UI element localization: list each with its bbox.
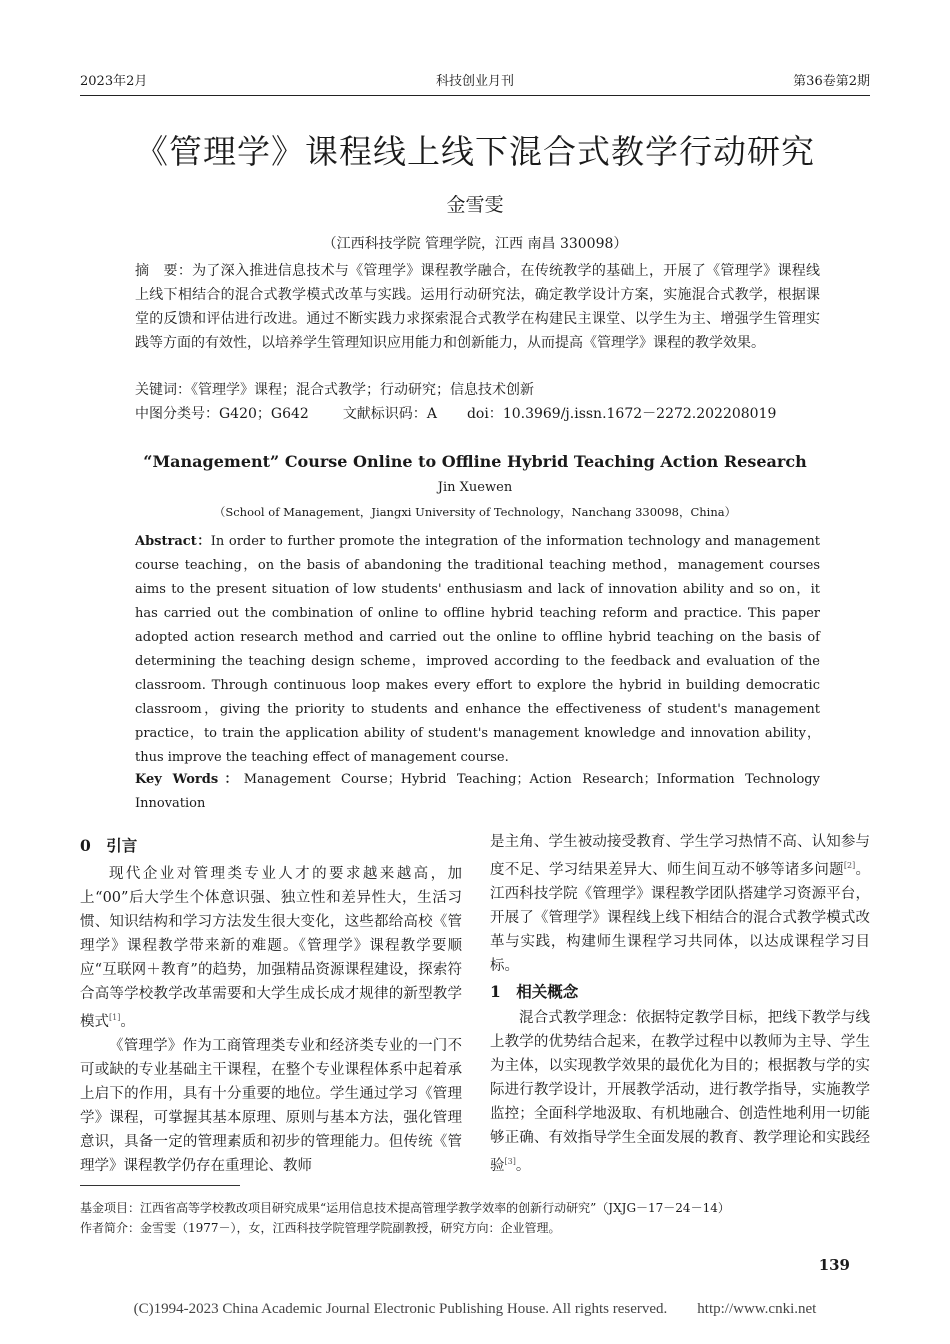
clc-label: 中图分类号：: [135, 406, 219, 422]
paragraph-3: [490, 1006, 870, 1178]
classification-line: [135, 402, 820, 426]
english-title: “Management” Course Online to Offline Hybrid Teaching Action Research: [143, 452, 807, 471]
english-author: Jin Xuewen: [437, 480, 513, 495]
english-affiliation: （School of Management，Jiangxi University of Technology，Nanchang 330098，China）: [213, 505, 737, 519]
english-abstract-label: Abstract：: [135, 534, 211, 549]
header-volume: 第36卷第2期: [793, 74, 870, 89]
page-number: 139: [818, 1256, 850, 1274]
author-name: 金雪雯: [446, 194, 504, 216]
cn-abstract-label: 摘 要：: [135, 263, 193, 279]
paper-title: 《管理学》课程线上线下混合式教学行动研究: [135, 132, 815, 171]
header-rule: [80, 95, 870, 96]
cn-abstract: [135, 259, 820, 355]
paragraph-3-text: 混合式教学理念：依据特定教学目标，把线下教学与线上教学的优势结合起来，在教学过程中以教师为主导、学生为主体，以实现教学效果的最优化为目的；根据教与学的实际进行教学设计，开展教学活动，进行教学指导，实施教学监控；全面科学地汲取、有机地融合、创造性地利用一切能够正确、有效指导学生全面发展的教育、教学理论和实践经验: [490, 1009, 870, 1174]
english-keywords-label: Key Words：: [135, 772, 244, 787]
header-date: 2023年2月: [80, 74, 148, 89]
header-journal: 科技创业月刊: [435, 74, 514, 89]
section-1-title: 1 相关概念: [490, 981, 579, 1001]
paragraph-1-end: 。: [120, 1013, 135, 1030]
left-column: [80, 834, 462, 1178]
paragraph-2-continued-text-2: 。江西科技学院《管理学》课程教学团队搭建学习资源平台，开展了《管理学》课程线上线下相结合的混合式教学模式改革与实践，构建师生课程学习共同体，以达成课程学习目标。: [490, 861, 871, 974]
cn-keywords: [135, 378, 820, 402]
right-column: [490, 830, 870, 1178]
footnote-author-bio: 作者简介：金雪雯（1977－），女，江西科技学院管理学院副教授，研究方向：企业管理。: [80, 1221, 561, 1235]
footnote-rule: [80, 1185, 240, 1186]
affiliation: （江西科技学院 管理学院，江西 南昌 330098）: [322, 236, 628, 252]
english-keywords-text: Management Course；Hybrid Teaching；Action Research；Information Technology Innovation: [135, 772, 820, 811]
footnote-fund: 基金项目：江西省高等学校教改项目研究成果“运用信息技术提高管理学教学效率的创新行动研究”（JXJG－17－24－14）: [80, 1201, 730, 1215]
cn-keywords-label: 关键词：: [135, 382, 191, 398]
paragraph-2-continued-text: 是主角、学生被动接受教育、学生学习热情不高、认知参与度不足、学习结果差异大、师生间互动不够等诸多问题: [490, 834, 870, 878]
paragraph-3-end: 。: [515, 1157, 531, 1174]
citation-1: [1]: [109, 1013, 121, 1022]
paragraph-2-continued: [490, 830, 870, 978]
clc-value: G420；G642: [219, 406, 309, 422]
english-keywords: [135, 768, 820, 816]
section-0-title: 0 引言: [80, 836, 138, 855]
doi-label: doi：: [466, 406, 503, 422]
doc-code-value: A: [426, 406, 437, 422]
doi-value: 10.3969/j.issn.1672－2272.202208019: [502, 406, 777, 422]
citation-2: [2]: [843, 861, 856, 870]
english-abstract-text: In order to further promote the integration of the information technology and management course teaching，on the basis of abandoning the traditional teaching method，management courses aims to the present situation of low students' enthusiasm and lack of innovation ability and so on，it has carried out the combination of online to offline hybrid teaching reform and practice. This paper adopted action research method and carried out the online to offline hybrid teaching on the basis of determining the teaching design scheme，improved according to the feedback and evaluation of the classroom. Through continuous loop makes every effort to explore the hybrid in building democratic classroom，giving the priority to students and enhance the effectiveness of student's management practice，to train the application ability of student's management knowledge and innovation ability，thus improve the teaching effect of management course.: [135, 534, 820, 765]
paragraph-2: 《管理学》作为工商管理类专业和经济类专业的一门不可或缺的专业基础主干课程，在整个专业课程体系中起着承上启下的作用，具有十分重要的地位。学生通过学习《管理学》课程，可掌握其基本原理、原则与基本方法，强化管理意识，具备一定的管理素质和初步的管理能力。但传统《管理学》课程教学仍存在重理论、教师: [80, 1037, 462, 1174]
paragraph-1-text: 现代企业对管理类专业人才的要求越来越高，加上“00”后大学生个体意识强、独立性和差异性大，生活习惯、知识结构和学习方法发生很大变化，这些都给高校《管理学》课程教学带来新的难题。《管理学》课程教学要顺应“互联网＋教育”的趋势，加强精品资源课程建设，探索符合高等学校教学改革需要和大学生成长成才规律的新型教学模式: [80, 866, 462, 1030]
cn-abstract-text: 为了深入推进信息技术与《管理学》课程教学融合，在传统教学的基础上，开展了《管理学》课程线上线下相结合的混合式教学模式改革与实践。运用行动研究法，确定教学设计方案，实施混合式教学，根据课堂的反馈和评估进行改进。通过不断实践力求探索混合式教学在构建民主课堂、以学生为主、增强学生管理实践等方面的有效性，以培养学生管理知识应用能力和创新能力，从而提高《管理学》课程的教学效果。: [135, 263, 821, 351]
english-abstract: [135, 530, 820, 770]
copyright-line: (C)1994-2023 China Academic Journal Electronic Publishing House. All rights reserved. http://www.cnki.net: [133, 1301, 817, 1317]
paragraph-1: [80, 862, 462, 1034]
citation-3: [3]: [504, 1156, 516, 1166]
doc-code-label: 文献标识码：: [342, 406, 427, 422]
cn-keywords-text: 《管理学》课程；混合式教学；行动研究；信息技术创新: [191, 382, 534, 398]
